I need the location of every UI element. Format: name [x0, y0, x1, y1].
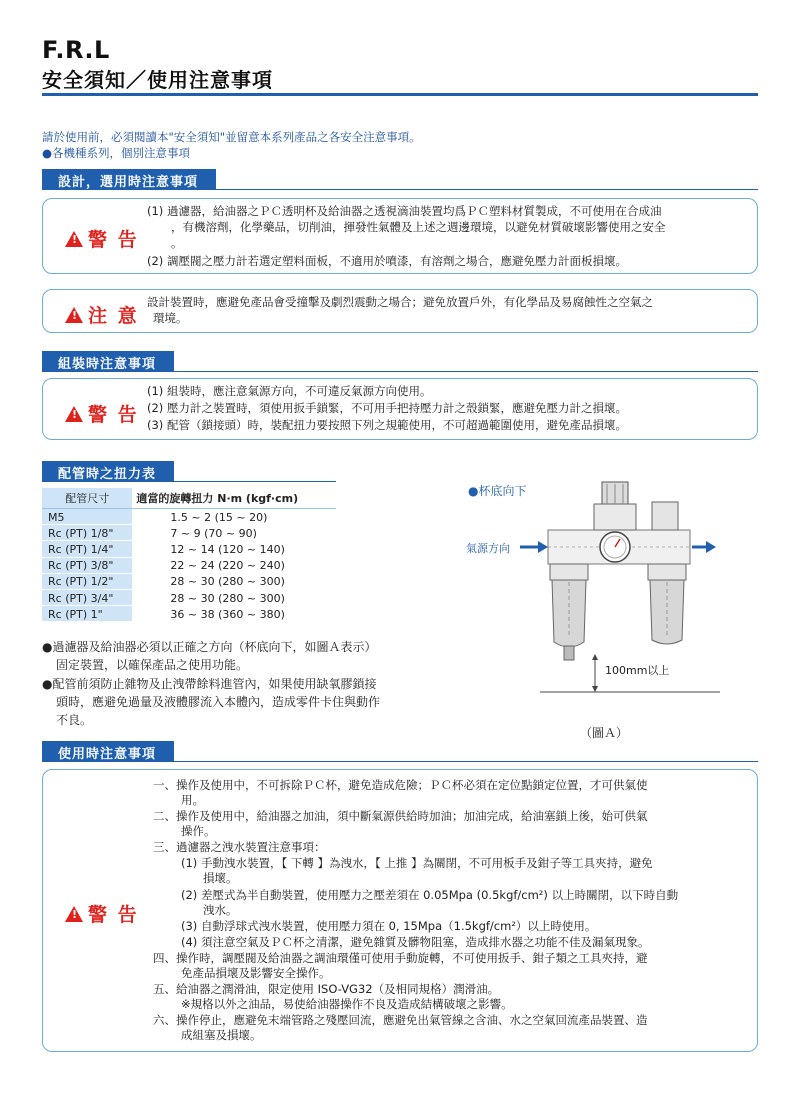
torque-table	[42, 488, 336, 622]
section-title-design: 設計，選用時注意事項	[42, 169, 216, 189]
torque-note-2: 固定裝置，以確保產品之使用功能。	[56, 658, 249, 672]
table-row	[42, 541, 336, 557]
usage-line-17: 成組塞及損壞。	[181, 1028, 262, 1042]
assembly-warning-box	[42, 378, 758, 440]
column-header-size: 配管尺寸	[42, 488, 132, 509]
design-warning-line-2: ，有機溶劑，化學藥品，切削油，揮發性氣體及上述之週邊環境，以避免材質破壞影響使用之安全	[171, 220, 666, 234]
design-caution-box	[42, 289, 758, 333]
air-direction-label: 氣源方向	[466, 542, 510, 555]
warning-badge	[65, 225, 139, 252]
header-rule	[42, 93, 758, 96]
cell-size: Rc (PT) 3/4"	[42, 589, 132, 605]
intro-series-note: ●各機種系列，個別注意事項	[42, 146, 191, 160]
warning-badge	[65, 400, 139, 427]
warning-label: 警 告	[88, 229, 139, 251]
section-title-usage: 使用時注意事項	[42, 741, 174, 761]
usage-line-5: 三、過濾器之洩水裝置注意事項：	[153, 840, 326, 854]
design-warning-line-3: 。	[171, 236, 183, 250]
cell-torque: 7 ~ 9 (70 ~ 90)	[170, 526, 257, 540]
usage-line-4: 操作。	[181, 824, 216, 838]
warning-triangle-icon	[65, 406, 83, 422]
filter-bowl-icon	[550, 564, 588, 660]
table-row	[42, 509, 336, 525]
section-line-assembly	[42, 371, 758, 372]
page-title: F.R.L	[42, 36, 110, 64]
design-warning-box	[42, 198, 758, 274]
cell-torque: 28 ~ 30 (280 ~ 300)	[170, 591, 285, 605]
cell-torque: 36 ~ 38 (360 ~ 380)	[170, 607, 285, 621]
section-line-design	[42, 189, 758, 190]
usage-line-13: 免產品損壞及影響安全操作。	[181, 966, 331, 980]
cell-size: Rc (PT) 3/8"	[42, 557, 132, 573]
assembly-warning-line-1: (1) 組裝時，應注意氣源方向，不可違反氣源方向使用。	[147, 384, 432, 398]
usage-line-14: 五、給油器之潤滑油，限定使用 ISO-VG32（及相同規格）潤滑油。	[153, 982, 500, 996]
cell-size: Rc (PT) 1"	[42, 606, 132, 622]
usage-line-15: ※規格以外之油品，易使給油器操作不良及造成結構破壞之影響。	[181, 997, 513, 1011]
usage-warning-box	[42, 769, 758, 1052]
torque-note-3: ●配管前須防止雜物及止洩帶餘料進管內，如果使用缺氧膠鎖接	[42, 677, 377, 691]
section-line-usage	[42, 761, 758, 762]
air-outlet-arrow-icon	[692, 541, 716, 553]
warning-triangle-icon	[65, 906, 83, 922]
section-title-torque: 配管時之扭力表	[42, 461, 174, 481]
page-subtitle: 安全須知／使用注意事項	[42, 68, 273, 92]
usage-line-1: 一、操作及使用中，不可拆除ＰＣ杯，避免造成危險；ＰＣ杯必須在定位點鎖定位置，才可供氣使	[153, 778, 648, 792]
table-header-row	[42, 488, 336, 509]
section-title-assembly: 組裝時注意事項	[42, 351, 174, 371]
cell-torque: 28 ~ 30 (280 ~ 300)	[170, 575, 285, 589]
figure-caption: （圖Ａ）	[580, 726, 629, 740]
pressure-gauge-icon	[600, 532, 630, 562]
table-row	[42, 589, 336, 605]
usage-line-10: (3) 自動浮球式洩水裝置，使用壓力須在 0, 15Mpa（1.5kgf/cm²）以上時使用。	[181, 919, 597, 933]
clearance-label: 100mm以上	[605, 664, 670, 677]
cell-size: Rc (PT) 1/8"	[42, 525, 132, 541]
usage-line-12: 四、操作時，調壓閥及給油器之調油環僅可使用手動旋轉，不可使用扳手、鉗子類之工具夾持，避	[153, 951, 648, 965]
design-warning-line-1: (1) 過濾器，給油器之ＰＣ透明杯及給油器之透視滴油裝置均爲ＰＣ塑料材質製成，不可使用在合成油	[147, 204, 662, 218]
column-header-torque: 適當的旋轉扭力 N·m (kgf·cm)	[132, 488, 336, 509]
intro-text: 請於使用前，必須閱讀本"安全須知"並留意本系列產品之各安全注意事項。	[42, 130, 421, 144]
torque-note-5: 不良。	[56, 713, 93, 727]
assembly-warning-line-3: (3) 配管（鎖接頭）時，裝配扭力要按照下列之規範使用，不可超過範圍使用，避免產品損壞。	[147, 418, 627, 432]
cell-size: Rc (PT) 1/2"	[42, 573, 132, 589]
regulator-knob-icon	[594, 482, 636, 530]
torque-note-4: 頭時，應避免過量及液體膠流入本體內，造成零件卡住與動作	[56, 695, 381, 709]
section-line-torque	[42, 481, 336, 482]
cup-down-label: ●杯底向下	[468, 484, 527, 498]
caution-label: 注 意	[88, 305, 139, 327]
assembly-warning-line-2: (2) 壓力計之裝置時，須使用扳手鎖緊，不可用手把持壓力計之殼鎖緊，應避免壓力計之損壞。	[147, 401, 627, 415]
cell-torque: 1.5 ~ 2 (15 ~ 20)	[170, 510, 268, 524]
cell-torque: 12 ~ 14 (120 ~ 140)	[170, 542, 285, 556]
design-caution-line-1: 設計裝置時，應避免產品會受撞擊及劇烈震動之場合；避免放置戶外，有化學品及易腐蝕性之空氣之	[147, 295, 653, 309]
torque-note-1: ●過濾器及給油器必須以正確之方向（杯底向下，如圖Ａ表示）	[42, 640, 377, 654]
usage-line-11: (4) 須注意空氣及ＰＣ杯之清潔，避免雜質及髒物阻塞，造成排水器之功能不佳及漏氣現象。	[181, 935, 650, 949]
table-row	[42, 606, 336, 622]
cell-size: Rc (PT) 1/4"	[42, 541, 132, 557]
caution-badge	[65, 301, 139, 328]
table-row	[42, 573, 336, 589]
table-row	[42, 525, 336, 541]
warning-triangle-icon	[65, 231, 83, 247]
usage-line-3: 二、操作及使用中，給油器之加油，須中斷氣源供給時加油；加油完成，給油塞鎖上後，始可供氣	[153, 809, 648, 823]
warning-label: 警 告	[88, 404, 139, 426]
cell-size: M5	[42, 509, 132, 525]
usage-line-9: 洩水。	[203, 903, 238, 917]
frl-unit-illustration	[460, 478, 730, 698]
design-warning-line-4: (2) 調壓閥之壓力計若選定塑料面板，不適用於噴漆，有溶劑之場合，應避免壓力計面板損壞。	[147, 254, 627, 268]
design-caution-line-2: 環境。	[153, 311, 188, 325]
usage-line-8: (2) 差壓式為半自動裝置，使用壓力之壓差須在 0.05Mpa (0.5kgf/cm²) 以上時關閉，以下時自動	[181, 888, 679, 902]
warning-badge	[65, 900, 139, 927]
cell-torque: 22 ~ 24 (220 ~ 240)	[170, 559, 285, 573]
usage-line-16: 六、操作停止，應避免末端管路之殘壓回流，應避免出氣管線之含油、水之空氣回流產品裝置、造	[153, 1013, 648, 1027]
lubricator-bowl-icon	[648, 502, 686, 644]
usage-line-6: (1) 手動洩水裝置，【 下轉 】為洩水，【 上推 】為關閉，不可用板手及鉗子等工具夾持，避免	[181, 856, 653, 870]
usage-line-2: 用。	[181, 793, 204, 807]
table-row	[42, 557, 336, 573]
caution-triangle-icon	[65, 307, 83, 323]
usage-line-7: 損壞。	[203, 871, 238, 885]
warning-label: 警 告	[88, 904, 139, 926]
air-inlet-arrow-icon	[520, 541, 548, 553]
